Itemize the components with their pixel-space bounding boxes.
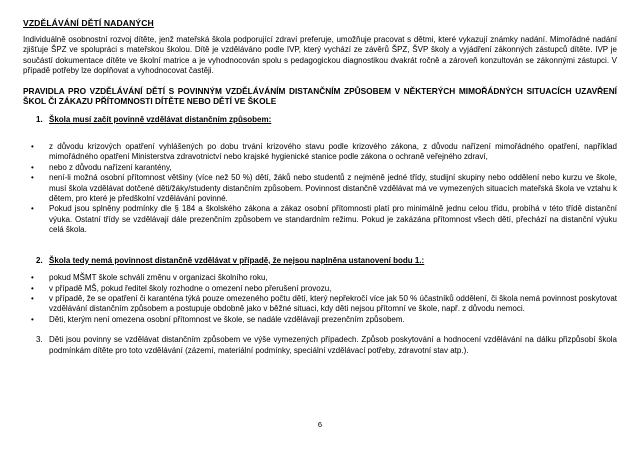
- list-item: • nebo z důvodu nařízení karantény,: [31, 162, 172, 172]
- page-number: 6: [317, 420, 323, 429]
- section-3-number: 3.: [36, 335, 43, 345]
- list-item: • v případě, že se opatření či karanténa týká pouze omezeného počtu dětí, který nepřekročí více jak 50 % účastníků oddělení, či škola nemá povinnost poskytovat vzdělávání distančním způsobem a postupuje obdobně jako v běžné situaci, kdy děti nejsou přítomní ve škole, např. z důvodu nemoci.: [31, 293, 617, 314]
- list-item: • pokud MŠMT škole schválí změnu v organizaci školního roku,: [31, 273, 268, 283]
- section-1-heading: [36, 115, 617, 125]
- list-item: • Pokud jsou splněny podmínky dle § 184 a školského zákona a zákaz osobní přítomnosti platí pro minimálně jednu celou třídu, probíhá v této třídě distanční výuka. Ostatní třídy se vzdělávají dále prezenčním způsobem ve standardním režimu. Pokud je zakázána přítomnost všech dětí, přechází na distanční výuku celá škola.: [31, 204, 617, 235]
- list-item: • v případě MŠ, pokud ředitel školy rozhodne o omezení nebo přerušení provozu,: [31, 283, 332, 293]
- bullet-icon: •: [31, 293, 34, 303]
- list-item: • Děti, kterým není omezena osobní přítomnost ve škole, se nadále vzdělávají prezenčním způsobem.: [31, 314, 405, 324]
- bullet-icon: •: [31, 204, 34, 214]
- section-1-title: Škola musí začít povinně vzdělávat distančním způsobem:: [49, 114, 272, 124]
- list-item: • z důvodu krizových opatření vyhlášených po dobu trvání krizového stavu podle krizového zákona, z důvodu nařízení mimořádného opatření, například mimořádného opatření Ministerstva zdravotnictví nebo krajské hygienické stanice podle zákona o ochraně veřejného zdraví,: [31, 142, 617, 162]
- bullet-icon: •: [31, 273, 34, 283]
- document-page: [23, 18, 617, 356]
- bullet-icon: •: [31, 162, 34, 172]
- intro-paragraph: Individuálně osobnostní rozvoj dítěte, jenž mateřská škola podporující zdraví preferuje, umožňuje pracovat s dětmi, které vykazují známky nadání. Mimořádné nadání zjišťuje ŠPZ ve spolupráci s mateřskou školou. Dítě je vzděláváno podle IVP, který vychází ze závěrů ŠPZ, ŠVP školy a vyjádření zákonných zástupců dítěte. IVP je součástí dokumentace dítěte ve školní matrice a je vyhodnocován spolu s pedagogickou diagnostikou dvakrát ročně a zároveň konzultován se zákonnými zástupci. V případě potřeby lze doplňovat a vyhodnocovat častěji.: [23, 35, 617, 76]
- section-2-title: Škola tedy nemá povinnost distančně vzdělávat v případě, že nejsou naplněna ustanovení bodu 1.:: [49, 255, 425, 265]
- section-2-list: [23, 273, 617, 325]
- section-3-text: Děti jsou povinny se vzdělávat distančním způsobem ve výše vymezených případech. Způsob poskytování a hodnocení vzdělávání na dálku přizpůsobí škola podmínkám dítěte pro toto vzdělávání (zázemí, materiální podmínky, speciální vzdělávací potřeby, zdravotní stav atp.).: [49, 335, 617, 355]
- bullet-icon: •: [31, 314, 34, 324]
- list-item: • není-li možná osobní přítomnost většiny (více než 50 %) dětí, žáků nebo studentů z nejméně jedné třídy, studijní skupiny nebo oddělení nebo kurzu ve škole, musí škola vzdělávat dotčené děti/žáky/studenty distančním způsobem. Povinnost distančně vzdělávat má ve vymezených situacích mateřská škola ve vztahu k dětem, pro které je předškolní vzdělávání povinné.: [31, 173, 617, 204]
- section-2-number: 2.: [36, 255, 43, 265]
- bullet-icon: •: [31, 283, 34, 293]
- bullet-icon: •: [31, 173, 34, 183]
- section-1-list: [23, 142, 617, 236]
- section-3: [36, 335, 617, 356]
- page-title: VZDĚLÁVÁNÍ DĚTÍ NADANÝCH: [23, 18, 154, 28]
- section-2-heading: [36, 256, 617, 266]
- bullet-icon: •: [31, 142, 34, 152]
- section-1-number: 1.: [36, 114, 43, 124]
- rules-heading: PRAVIDLA PRO VZDĚLÁVÁNÍ DĚTÍ S POVINNÝM VZDĚLÁVÁNÍM DISTANČNÍM ZPŮSOBEM V NĚKTERÝCH MIMOŘÁDNÝCH SITUACÍCH UZAVŘENÍ ŠKOL ČI ZÁKAZU PŘÍTOMNOSTI DÍTĚTE NEBO DĚTÍ VE ŠKOLE: [23, 85, 617, 107]
